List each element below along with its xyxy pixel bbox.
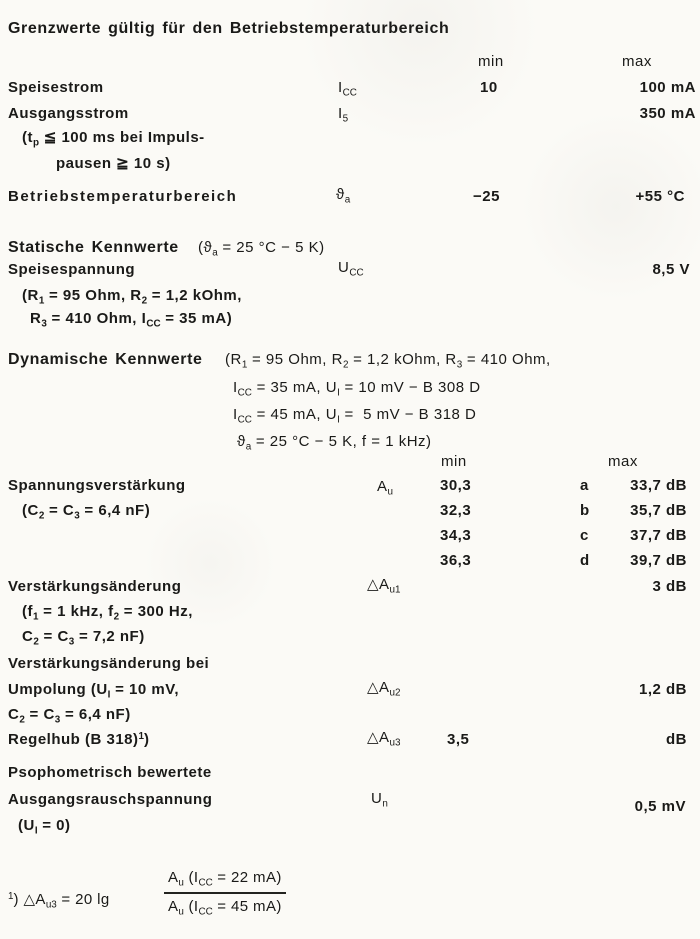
ausgangsstrom-symbol: $I_5$: [338, 105, 349, 125]
ausgangsstrom-label: Ausgangsstrom: [8, 105, 129, 122]
static-section-heading: Statische Kennwerte: [8, 239, 179, 256]
gain-variant-grade: d: [580, 552, 590, 569]
ausgangsstrom-condition-line2: pausen ≧ 10 s): [56, 155, 171, 172]
rauschspannung-label-line2: Ausgangsrauschspannung: [8, 791, 213, 808]
dynamic-min-header: min: [441, 453, 467, 470]
gain-variant-min: 32,3: [440, 502, 472, 519]
verstaerkungsaenderung2-max: 1,2 dB: [638, 681, 687, 698]
rauschspannung-condition: $(U_I = 0)$: [18, 817, 71, 837]
speisespannung-condition-line1: ($R_1 = 95$ Ohm, $R_2 = 1,2$ kOhm,: [22, 287, 242, 307]
rauschspannung-symbol: $U_n$: [371, 790, 388, 810]
footnote-fraction: [164, 869, 286, 918]
gain-variant-grade: b: [580, 502, 590, 519]
spannungsverstaerkung-symbol: $A_u$: [377, 478, 394, 498]
betriebstemperatur-symbol: $ϑ_a$: [336, 186, 351, 206]
page-title: Grenzwerte gültig für den Betriebstemperaturbereich: [8, 20, 450, 37]
verstaerkungsaenderung2-symbol: $\triangle A_{u2}$: [367, 679, 401, 699]
ausgangsstrom-condition-line1: ($t_p$ ≦ 100 ms bei Impuls-: [22, 129, 205, 149]
dynamic-condition-line4: $ϑ_a = 25$ °C − 5 K, f = 1 kHz): [237, 433, 432, 453]
limits-min-header: min: [478, 53, 504, 70]
rauschspannung-max: 0,5 mV: [634, 798, 686, 815]
verstaerkungsaenderung1-symbol: $\triangle A_{u1}$: [367, 576, 401, 596]
gain-variant-grade: c: [580, 527, 589, 544]
verstaerkungsaenderung1-condition-line2: $C_2 = C_3 = 7,2$ nF): [22, 628, 145, 648]
speisestrom-max: 100 mA: [639, 79, 696, 96]
gain-variant-max: 37,7 dB: [630, 527, 687, 544]
rauschspannung-label-line1: Psophometrisch bewertete: [8, 764, 212, 781]
speisespannung-symbol: $U_{CC}$: [338, 259, 364, 279]
regelhub-min: 3,5: [447, 731, 470, 748]
gain-variant-min: 34,3: [440, 527, 472, 544]
dynamic-condition-line1: ($R_1 = 95$ Ohm, $R_2 = 1,2$ kOhm, $R_3 = 410$ Ohm,: [225, 351, 551, 371]
gain-variant-min: 30,3: [440, 477, 472, 494]
dynamic-section-heading: Dynamische Kennwerte: [8, 351, 203, 368]
dynamic-condition-line3: $I_{CC} = 45$ mA, $U_I = 5$ mV − B 318 D: [233, 406, 477, 426]
verstaerkungsaenderung2-label-line1: Verstärkungsänderung bei: [8, 655, 210, 672]
betriebstemperatur-label: Betriebstemperaturbereich: [8, 188, 238, 205]
verstaerkungsaenderung2-label-line3: $C_2 = C_3 = 6,4$ nF): [8, 706, 131, 726]
dynamic-condition-line2: $I_{CC} = 35$ mA, $U_I = 10$ mV − B 308 D: [233, 379, 481, 399]
gain-variant-max: 39,7 dB: [630, 552, 687, 569]
footnote-numerator: $A_u$ ($I_{CC} = 22$ mA): [164, 869, 286, 894]
verstaerkungsaenderung2-label-line2: Umpolung ($U_I = 10$ mV,: [8, 681, 179, 701]
gain-variant-min: 36,3: [440, 552, 472, 569]
spannungsverstaerkung-condition: ($C_2 = C_3 = 6,4$ nF): [22, 502, 151, 522]
footnote-denominator: $A_u$ ($I_{CC} = 45$ mA): [168, 898, 282, 918]
regelhub-symbol: $\triangle A_{u3}$: [367, 729, 401, 749]
speisestrom-label: Speisestrom: [8, 79, 104, 96]
static-section-heading-condition: ($ϑ_a = 25$ °C − 5 K): [198, 239, 325, 259]
speisestrom-min: 10: [480, 79, 498, 96]
verstaerkungsaenderung1-condition-line1: ($f_1 = 1$ kHz, $f_2 = 300$ Hz,: [22, 603, 193, 623]
speisestrom-symbol: $I_{CC}$: [338, 79, 357, 99]
footnote-lhs: $^1$) $\triangle A_{u3} = 20$ lg: [8, 891, 110, 911]
verstaerkungsaenderung1-label: Verstärkungsänderung: [8, 578, 182, 595]
regelhub-label: Regelhub (B 318)$^1$): [8, 731, 150, 748]
gain-variant-max: 35,7 dB: [630, 502, 687, 519]
gain-variant-max: 33,7 dB: [630, 477, 687, 494]
limits-max-header: max: [622, 53, 652, 70]
dynamic-max-header: max: [608, 453, 638, 470]
betriebstemperatur-min: −25: [473, 188, 500, 205]
gain-variant-grade: a: [580, 477, 589, 494]
betriebstemperatur-max: +55 °C: [635, 188, 685, 205]
spannungsverstaerkung-label: Spannungsverstärkung: [8, 477, 186, 494]
speisespannung-label: Speisespannung: [8, 261, 136, 278]
speisespannung-max: 8,5 V: [652, 261, 690, 278]
verstaerkungsaenderung1-max: 3 dB: [652, 578, 687, 595]
speisespannung-condition-line2: $R_3 = 410$ Ohm, $I_{CC} = 35$ mA): [30, 310, 233, 330]
regelhub-max-unit: dB: [666, 731, 687, 748]
ausgangsstrom-max: 350 mA: [639, 105, 696, 122]
